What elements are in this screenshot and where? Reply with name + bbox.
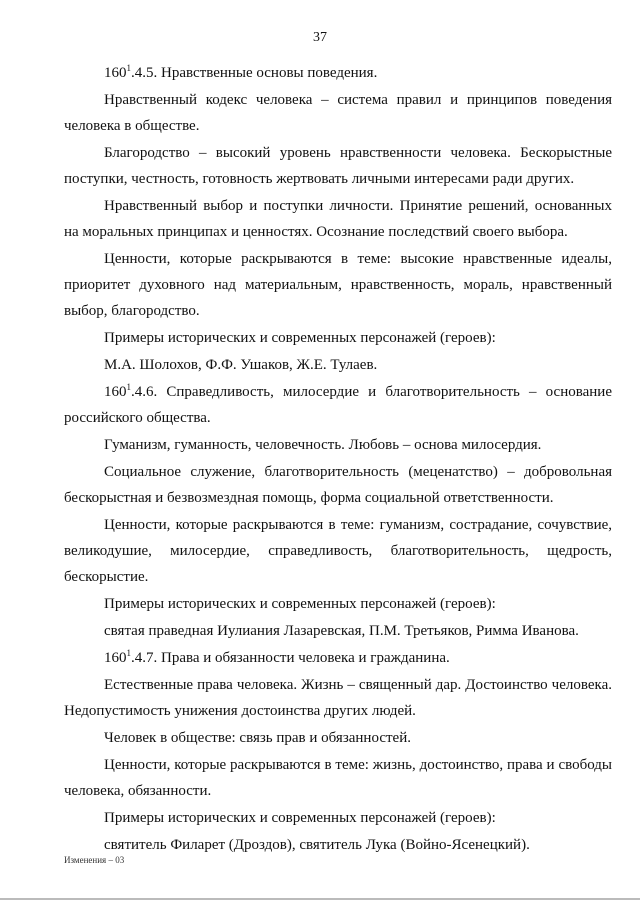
paragraph: Социальное служение, благотворительность (меценатство) – добровольная бескорыстная и безвозмездная помощь, форма социальной ответственности. [64,464,612,506]
paragraph: Естественные права человека. Жизнь – священный дар. Достоинство человека. Недопустимость унижения достоинства других людей. [64,677,612,719]
paragraph: Человек в обществе: связь прав и обязанностей. [104,730,411,746]
examples-heading: Примеры исторических и современных персонажей (героев): [104,330,496,346]
section-number-superscript: 1 [126,648,131,658]
paragraph: Гуманизм, гуманность, человечность. Любовь – основа милосердия. [104,437,542,453]
section-heading-4-5 [64,60,612,86]
section-heading-text: .4.5. Нравственные основы поведения. [131,65,378,81]
section-heading-text: .4.7. Права и обязанности человека и гражданина. [131,650,450,666]
section-number: 160 [104,650,127,666]
scan-edge-divider [0,898,640,900]
examples-list: святая праведная Иулиания Лазаревская, П.М. Третьяков, Римма Иванова. [104,623,579,639]
section-number: 160 [104,65,127,81]
page-number: 37 [313,30,327,45]
examples-heading: Примеры исторических и современных персонажей (героев): [104,810,496,826]
section-number: 160 [104,384,127,400]
section-heading-text: .4.6. Справедливость, милосердие и благотворительность – основание российского общества. [64,384,612,426]
paragraph: Благородство – высокий уровень нравственности человека. Бескорыстные поступки, честность, готовность жертвовать личными интересами ради других. [64,145,612,187]
paragraph: Нравственный выбор и поступки личности. Принятие решений, основанных на моральных принципах и ценностях. Осознание последствий своего выбора. [64,198,612,240]
section-number-superscript: 1 [126,382,131,392]
revision-footer: Изменения – 03 [64,855,125,865]
document-body [64,60,612,859]
values-paragraph: Ценности, которые раскрываются в теме: жизнь, достоинство, права и свободы человека, обязанности. [64,757,612,799]
examples-heading: Примеры исторических и современных персонажей (героев): [104,596,496,612]
examples-list: М.А. Шолохов, Ф.Ф. Ушаков, Ж.Е. Тулаев. [104,357,378,373]
section-number-superscript: 1 [126,63,131,73]
values-paragraph: Ценности, которые раскрываются в теме: высокие нравственные идеалы, приоритет духовного над материальным, нравственность, мораль, нравственный выбор, благородство. [64,251,612,319]
paragraph: Нравственный кодекс человека – система правил и принципов поведения человека в обществе. [64,92,612,134]
section-heading-4-7 [64,645,612,671]
values-paragraph: Ценности, которые раскрываются в теме: гуманизм, сострадание, сочувствие, великодушие, милосердие, справедливость, благотворительность, щедрость, бескорыстие. [64,517,612,585]
section-heading-4-6 [64,379,612,431]
examples-list: святитель Филарет (Дроздов), святитель Лука (Войно-Ясенецкий). [104,837,530,853]
